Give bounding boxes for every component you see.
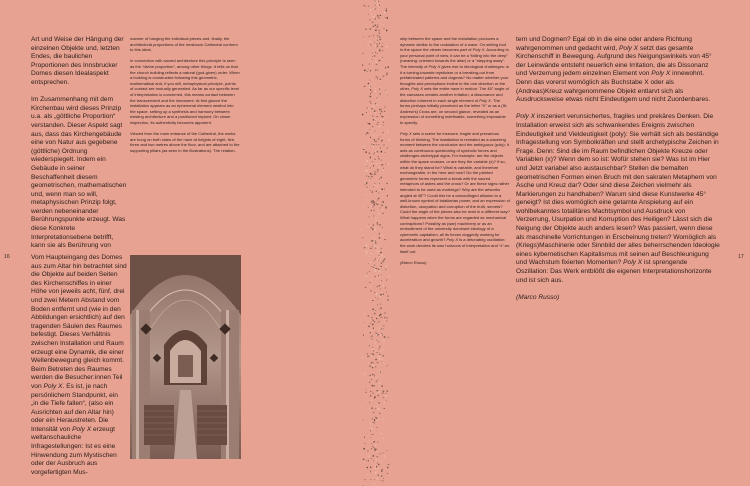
left-col1-top: [31, 36, 127, 250]
cathedral-interior-photo: [130, 255, 241, 459]
signature: (Marco Russo): [516, 293, 560, 301]
right-col1: [400, 36, 510, 466]
paragraph: Art und Weise der Hängung der einzelnen Objekte und, letzten Endes, die baulichen Proportionen des Innsbrucker Domes diesen Idealaspekt entsprechen.: [31, 36, 124, 86]
left-col2-top: [130, 36, 240, 250]
right-page: [375, 0, 750, 486]
paragraph: Poly X inszeniert verunsichertes, fragiles und prekäres Denken. Die Installation erweist sich als schwankendes Ereignis zwischen Eindeutigkeit und Vieldeutigkeit (poly): Sie verhält sich als beständige Infragestellung von Symbolkräften und stellt archetypische Zeichen in Frage. Denn: Sind die im Raum befindlichen Objekte Kreuze oder Variablen (x)? Wenn dem so ist: Wofür stehen sie? Was ist im Hier und Jetzt variabel also austauschbar? Stellen die bemalten geometrischen Formen einen Bruch mit den sakralen Metaphern von Asche und Kreuz dar? Oder sind diese Zeichen vielmehr als Markierungen zu handhaben? Warum sind diese Kunstwerke 45° geneigt? Ist dies womöglich eine getarnte Anspielung auf ein wohlbekanntes totalitäres Machtsymbol und Ausdruck von Verzerrung, Usurpation und Korruption des Heiligen? Lässt sich die Neigung der Objekte auch anders lesen? Was passiert, wenn diese als maschinelle Vorrichtungen in Erscheinung treten? Womöglich als (Kriegs)Maschinerie oder Sinnbild der alles beherrschenden Ideologie eines kybernetischen Kapitalismus mit seinen auf Beschleunigung und Wachstum fixierten Momenten? Poly X ist sprengende Oszillation: Das Werk entblößt die eigenen Interpretationshorizonte und ist sich aus.: [516, 113, 720, 284]
right-col2: [516, 36, 721, 476]
paragraph: ship between the space and the installation produces a dynamic similar to the undulation of a wave. On setting foot in the space the viewer becomes part of Poly X. According to your personal point of view, it can be a “falling into the deep” (meaning: oriented towards the altar) or a “stepping away”. The intensity of Poly X gives rise to ideological challenges: is it a turning-towards mysticism or a breaking-out from prefabricated patterns and dogmas? No matter whether your thoughts and perceptions incline to the one direction or the other, Poly X sets the entire nave in motion. The 45° angle of the canvases creates another irritation, a dissonance and distortion inherent in each single element of Poly X. The forms perhaps initially perceived as the letter “X” or as a (St. Andrew's) Cross are, on second glance, revealed as an expression of something indefinable, something impossible to specify.: [400, 36, 509, 125]
signature: (Marco Russo): [400, 259, 427, 265]
paragraph: In connection with sacred architecture this principle is seen as the “divine proportion”, among other things. It tells us that the church building reflects a natural (god-given) order. When a building is constructed following this geometric, mathematical and, if you will, metaphysical principle, points of contact are mutually generated. As far as our specific level of interpretation is concerned, this means contact between the transcendent and the immanent. At first glance the installation appears as an ephemeral element nestled into the space, setting up a synthesis and harmony between existing architecture and a positioned implant. On closer inspection, its authenticity becomes apparent.: [130, 58, 240, 125]
paragraph: Poly X sets a scene for insecure, fragile and precarious forms of thinking. The installation is revealed as a wavering moment between the conclusive and the ambiguous (poly): it acts as continuous questioning of symbolic forces and challenges archetypal signs. For example: are the objects within the space crosses, or are they the variable (x)? If so, what do they stand for? What is variable, and therefore exchangeable, in the here and now? Do the painted geometric forms represent a break with the sacred metaphors of ashes and the cross? Or are these signs rather intended to be used as markings? Why are the artworks angled at 45°? Could this be a camouflaged allusion to a well-known symbol of totalitarian power, and an expression of distortion, usurpation and corruption of the truth, secrets? Could the angle of the pieces also be read in a different way? What happens when the forms are regarded as mechanical contraptions? Possibly as (war) machinery or as an embodiment of the university dominant ideology of a cybernetic capitalism, all its forces doggedly working for acceleration and growth? Poly X is a detonating oscillation: the work devotes its own horizons of interpretation and “x”-es itself out.: [400, 131, 510, 254]
paragraph: manner of hanging the individual pieces and, finally, the architectural proportions of the Innsbruck Cathedral conform to this ideal.: [130, 36, 238, 53]
left-col1-bottom: [31, 254, 127, 478]
paragraph: tern und Dogmen? Egal ob in die eine oder andere Richtung wahrgenommen und gedacht wird, Poly X setzt das gesamte Kirchenschiff in Bewegung. Aufgrund des Neigungswinkels von 45° der Leinwände entsteht neuerlich eine Irritation, die als Dissonanz und Verzerrung jedem einzelnen Element von Poly X innewohnt. Denn das vorerst womöglich als Buchstabe X oder als (Andreas)Kreuz wahrgenommene Objekt entlarvt sich als Ausdrucksweise etwas nicht Eindeutigem und nicht Zuordenbares.: [516, 36, 712, 104]
paragraph: Vom Haupteingang des Domes aus zum Altar hin betrachtet sind die Objekte auf beiden Seiten des Kirchenschiffes in einer Höhe von jeweils acht, fünf, drei und zwei Metern Abstand vom Boden entfernt und (wie in den Abbildungen ersichtlich) auf den tragenden Säulen des Raumes befestigt. Dieses Verhältnis zwischen Installation und Raum erzeugt eine Dynamik, die einer Wellenbewegung gleich kommt. Beim Betreten des Raumes werden die Besucher:innen Teil von Poly X. Es ist, je nach persönlichem Standpunkt, ein „in die Tiefe fallen“, (also ein Ausrichten auf den Altar hin) oder ein Heraustreten. Die Intensität von Poly X erzeugt weltanschauliche Infragestellungen: Ist es eine Hinwendung zum Mystischen oder der Ausbruch aus vorgefertigten Mus-: [31, 254, 127, 476]
page-number-left: 16: [4, 254, 10, 260]
paragraph: Viewed from the main entrance of the Cathedral, the works are hung on both sides of the nave at heights of eight, five, three and two metres above the floor, and are attached to the supporting pillars (as seen in the illustrations). The relation-: [130, 131, 240, 153]
page-number-right: 17: [738, 254, 744, 260]
paragraph: Im Zusammenhang mit dem Kirchenbau wird dieses Prinzip u.a. als „göttliche Proportion“ verstanden. Dieser Aspekt sagt aus, dass das Kirchengebäude eine von Natur aus gegebene (göttliche) Ordnung wiederspiegelt. Indem ein Gebäude in seiner Beschaffenheit diesem geometrischen, mathematischen und, wenn man so will, metaphysischen Prinzip folgt, werden nebeneinander Berührungspunkte erzeugt. Was diese Konkrete Interpretationsebene betrifft, kann sie als Berührung von: [31, 96, 127, 250]
